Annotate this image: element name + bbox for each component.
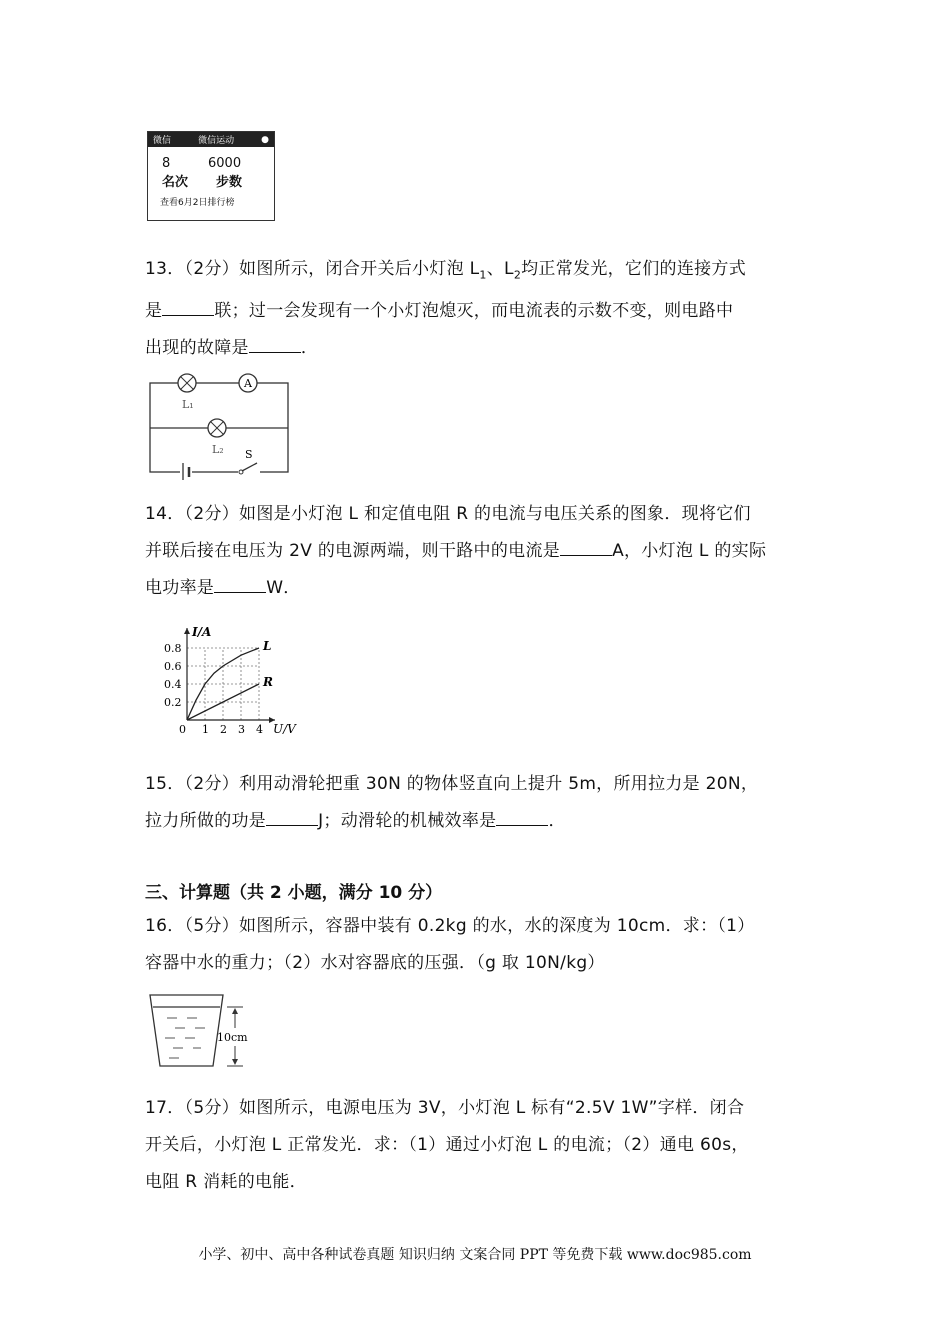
x-tick-label: 2 xyxy=(220,723,227,736)
q17-line3: 电阻 R 消耗的电能． xyxy=(145,1172,307,1192)
y-tick-label: 0.8 xyxy=(164,642,182,655)
l1-label: L₁ xyxy=(182,398,194,411)
q15-line1: 15．（2分）利用动滑轮把重 30N 的物体竖直向上提升 5m，所用拉力是 20N， xyxy=(145,774,759,794)
y-axis-arrow-icon xyxy=(184,628,190,634)
wechat-title: 微信运动 xyxy=(198,136,235,146)
series-label-L: L xyxy=(263,639,272,653)
q13-text-e: 联；过一会发现有一个小灯泡熄灭，而电流表的示数不变，则电路中 xyxy=(214,301,734,322)
lamp-l2-icon xyxy=(208,419,226,437)
q13-sub2: 2 xyxy=(513,268,522,282)
q14-blank-2 xyxy=(214,572,266,593)
question-15 xyxy=(145,766,815,840)
q13-blank-2 xyxy=(249,332,301,353)
ammeter-label: A xyxy=(244,377,252,390)
y-tick-label: 0.2 xyxy=(164,696,182,709)
arrow-down-icon xyxy=(232,1059,238,1065)
wechat-titlebar xyxy=(148,132,274,147)
depth-label: 10cm xyxy=(217,1031,248,1044)
iu-graph xyxy=(160,622,310,746)
q14-line1: 14．（2分）如图是小灯泡 L 和定值电阻 R 的电流与电压关系的图象．现将它们 xyxy=(145,504,751,524)
x-axis-label: U/V xyxy=(273,722,296,736)
x-tick-label: 1 xyxy=(202,723,209,736)
steps-label: 步数 xyxy=(216,175,243,190)
q15-text-b: J；动滑轮的机械效率是 xyxy=(318,811,497,831)
user-icon: ● xyxy=(261,134,269,145)
question-13 xyxy=(145,251,815,367)
section-3-heading: 三、计算题（共 2 小题，满分 10 分） xyxy=(145,883,443,903)
y-tick-label: 0.4 xyxy=(164,678,182,691)
battery-icon xyxy=(180,463,192,480)
q13-text-g: ． xyxy=(300,338,319,359)
q14-text-c: 电功率是 xyxy=(145,578,215,598)
steps-value: 6000 xyxy=(208,156,242,171)
page-footer: 小学、初中、高中各种试卷真题 知识归纳 文案合同 PPT 等免费下载 www.doc985.com xyxy=(198,1247,752,1263)
q15-blank-1 xyxy=(266,805,318,826)
series-label-R: R xyxy=(263,675,273,689)
q14-text-d: W． xyxy=(266,578,301,598)
l2-label: L₂ xyxy=(212,443,224,456)
q13-text-f: 出现的故障是 xyxy=(145,338,249,359)
q16-line2: 容器中水的重力；（2）水对容器底的压强．（g 取 10N/kg） xyxy=(145,953,605,973)
y-tick-label: 0.6 xyxy=(164,660,182,673)
ranking-link: 查看6月2日排行榜 xyxy=(160,198,235,208)
q15-blank-2 xyxy=(496,805,548,826)
q14-text-b: A，小灯泡 L 的实际 xyxy=(612,541,767,561)
q13-sub1: 1 xyxy=(479,268,487,282)
q16-line1: 16．（5分）如图所示，容器中装有 0.2kg 的水，水的深度为 10cm．求：（1） xyxy=(145,916,755,936)
question-16 xyxy=(145,908,815,982)
x-tick-label: 3 xyxy=(238,723,245,736)
q14-text-a: 并联后接在电压为 2V 的电源两端，则干路中的电流是 xyxy=(145,541,561,561)
q15-text-a: 拉力所做的功是 xyxy=(145,811,267,831)
lamp-l1-icon xyxy=(178,374,196,392)
q14-blank-1 xyxy=(560,535,612,556)
switch-label: S xyxy=(245,448,253,461)
x-tick-label: 4 xyxy=(256,723,263,736)
x-tick-label: 0 xyxy=(179,723,186,736)
rank-value: 8 xyxy=(162,156,171,171)
q17-line1: 17．（5分）如图所示，电源电压为 3V，小灯泡 L 标有“2.5V 1W”字样．闭合 xyxy=(145,1098,745,1118)
question-14 xyxy=(145,496,815,607)
wechat-sport-figure xyxy=(147,131,275,221)
rank-label: 名次 xyxy=(162,175,189,190)
q17-line2: 开关后，小灯泡 L 正常发光．求：（1）通过小灯泡 L 的电流；（2）通电 60s， xyxy=(145,1135,749,1155)
back-label: 微信 xyxy=(153,136,172,146)
q13-text-b: 、L xyxy=(486,259,514,279)
arrow-up-icon xyxy=(232,1008,238,1014)
q13-blank-1 xyxy=(162,295,214,316)
y-axis-label: I/A xyxy=(192,625,212,639)
q13-text-a: 13．（2分）如图所示，闭合开关后小灯泡 L xyxy=(145,259,480,279)
q13-text-c: 均正常发光，它们的连接方式 xyxy=(521,259,747,279)
q13-circuit-diagram xyxy=(145,368,295,480)
question-17 xyxy=(145,1090,815,1201)
q16-container-diagram xyxy=(145,990,255,1070)
q15-text-c: ． xyxy=(548,811,566,831)
q13-text-d: 是 xyxy=(145,301,163,322)
